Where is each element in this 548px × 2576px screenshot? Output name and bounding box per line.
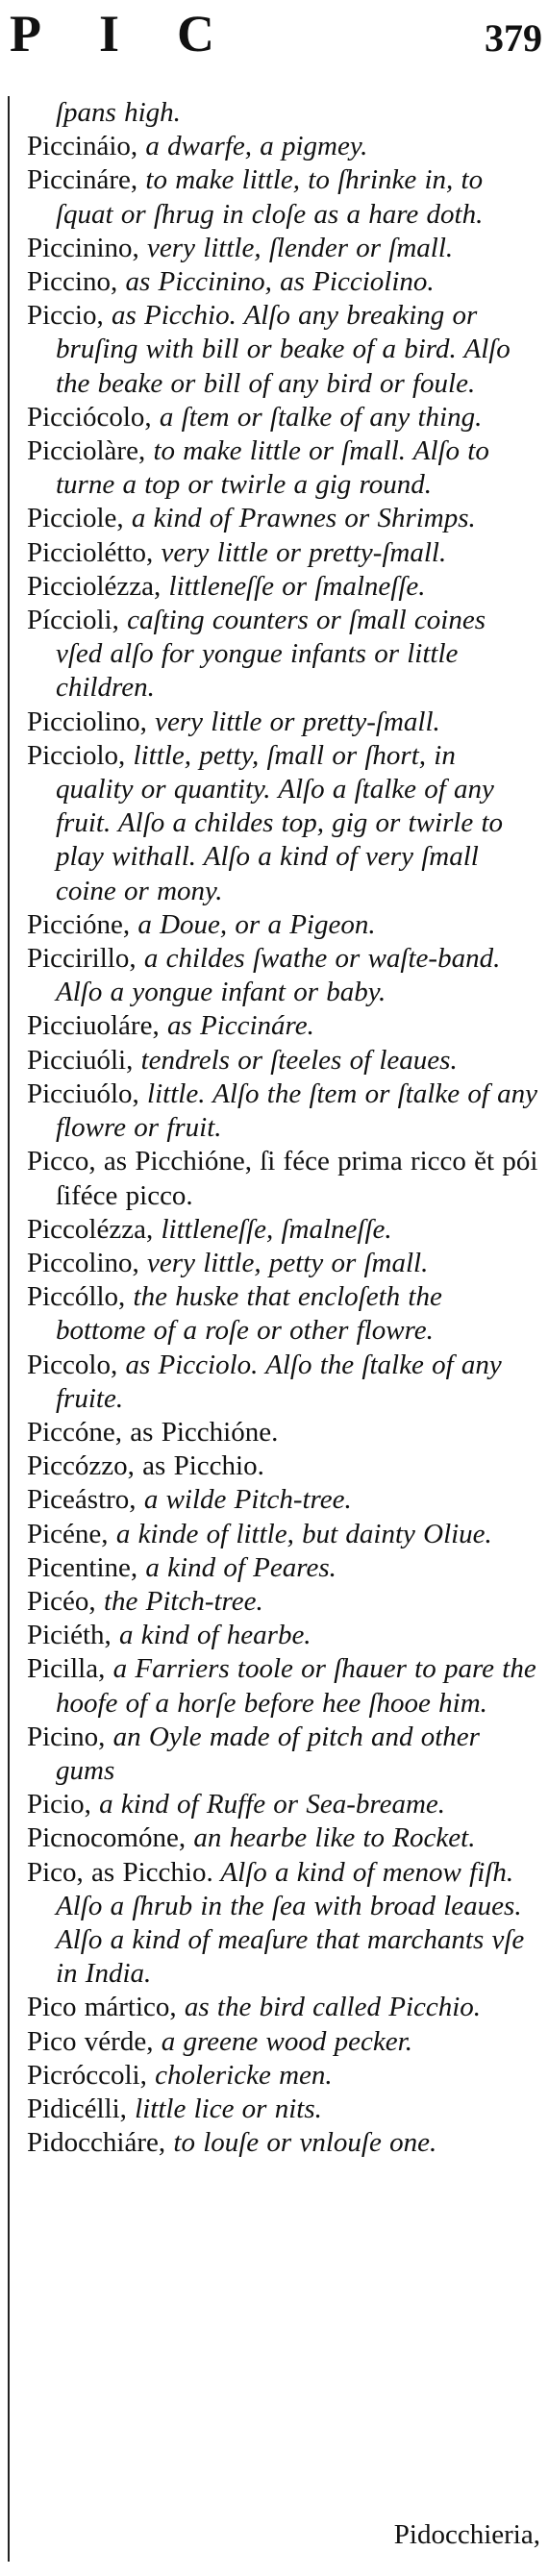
dictionary-entry [27,401,538,434]
dictionary-entry [27,1416,538,1449]
dictionary-entry [27,908,538,942]
entry-headword: Picciócolo, [27,401,152,433]
entry-headword: Picco, as Picchióne, ſi féce prima ricco ĕt pói ſiféce picco. [27,1146,538,1211]
entry-definition: very little, petty or ſmall. [138,1247,429,1278]
dictionary-entry [27,739,538,908]
entry-headword: Piciéth, [27,1620,112,1651]
entry-definition: little. Alſo the ſtem or ſtalke of any flowre or fruit. [56,1077,537,1144]
entry-headword: Piccolézza, [27,1213,154,1245]
entry-definition: an hearbe like to Rocket. [186,1822,476,1854]
entry-definition: a kind of Ruffe or Sea-breame. [90,1789,446,1821]
dictionary-entry [27,570,538,604]
entry-definition: a Doue, or a Pigeon. [130,908,376,940]
entry-headword: Piccirillo, [27,943,137,975]
dictionary-entry [27,1619,538,1652]
entry-headword: Picino, [27,1721,106,1752]
dictionary-entry [27,2093,538,2126]
dictionary-entry [27,536,538,570]
entry-headword: Picciole, [27,503,124,534]
dictionary-entry [27,2059,538,2093]
entry-headword: Piccio, [27,300,104,332]
dictionary-entry [27,265,538,299]
entry-headword: Pidocchiáre, [27,2127,166,2159]
entry-headword: Pico, as Picchio. [27,1856,213,1888]
entry-definition: as Picciolo. Alſo the ſtalke of any fruite. [56,1349,502,1414]
page-number: 379 [485,16,542,60]
entry-definition: a kind of hearbe. [111,1620,311,1651]
dictionary-entry [27,1483,538,1517]
entry-definition: little, petty, ſmall or ſhort, in quality or quantity. Alſo a ſtalke of any fruit. Alſo a childes top, gig or twirle to play withall. Alſo a kind of very ſmall coine or mony. [56,739,504,906]
entry-list [27,96,538,2160]
entry-headword: Piccózzo, as Picchio. [27,1450,264,1482]
entry-headword: Picciolino, [27,706,147,737]
entry-definition: to louſe or vnlouſe one. [165,2127,437,2159]
dictionary-entry [27,1788,538,1821]
entry-headword: Píccioli, [27,605,119,636]
catchword: Pidocchieria, [393,2519,540,2550]
entry-definition: very little or pretty-ſmall. [146,706,440,737]
entry-definition: ſpans high. [56,97,181,128]
dictionary-entry [27,1009,538,1043]
entry-headword: Piccóne, as Picchióne. [27,1416,279,1448]
entry-definition: as the bird called Picchio. [176,1992,482,2023]
dictionary-entry [27,1821,538,1855]
entry-definition: a kind of Prawnes or Shrimps. [123,503,476,534]
entry-definition: the Pitch-tree. [95,1585,263,1617]
dictionary-entry [27,96,538,130]
dictionary-entry [27,130,538,163]
entry-headword: Picciuóli, [27,1044,134,1076]
dictionary-entry [27,1551,538,1585]
entry-definition: caſting counters or ſmall coines vſed alſo for yongue infants or little children. [56,605,486,704]
entry-definition: tendrels or ſteeles of leaues. [133,1044,458,1076]
entry-headword: Picentine, [27,1551,138,1583]
entry-definition: an Oyle made of pitch and other gums [56,1721,480,1786]
entry-headword: Pico mártico, [27,1992,177,2023]
dictionary-entry [27,1449,538,1483]
entry-headword: Piccolino, [27,1247,139,1278]
entry-definition: little lice or nits. [126,2093,322,2124]
running-head: PIC [10,5,272,62]
dictionary-entry [27,1145,538,1212]
entry-definition: cholericke men. [146,2059,333,2091]
dictionary-entry [27,163,538,231]
entry-headword: Picciuólo, [27,1077,139,1109]
entry-headword: Piccinino, [27,232,139,263]
entry-headword: Piccióne, [27,908,131,940]
dictionary-entry [27,434,538,502]
dictionary-entry [27,502,538,535]
entry-headword: Piccóllo, [27,1281,126,1313]
dictionary-entry [27,2126,538,2160]
entry-headword: Piccináre, [27,164,138,196]
dictionary-entry [27,1044,538,1077]
entry-headword: Picéo, [27,1585,96,1617]
column-rule [8,96,10,2562]
entry-headword: Picnocomóne, [27,1822,187,1854]
entry-definition: as Piccinino, as Picciolino. [117,266,435,298]
dictionary-entry [27,1247,538,1280]
dictionary-entry [27,1652,538,1720]
entry-headword: Piceástro, [27,1484,137,1516]
dictionary-entry [27,1213,538,1247]
entry-definition: a wilde Pitch-tree. [136,1484,352,1516]
dictionary-entry [27,1991,538,2024]
entry-definition: as Picchio. Alſo any breaking or bruſing with bill or beake of a bird. Alſo the beake or bill of any bird or foule. [56,300,511,399]
entry-headword: Picróccoli, [27,2059,147,2091]
dictionary-entry [27,1585,538,1619]
entry-definition: to make little, to ſhrinke in, to ſquat or ſhrug in cloſe as a hare doth. [56,164,484,230]
dictionary-entry [27,706,538,739]
entry-headword: Picilla, [27,1653,106,1685]
entry-definition: a dwarfe, a pigmey. [137,131,368,162]
dictionary-entry [27,1349,538,1416]
entry-headword: Pidicélli, [27,2093,127,2124]
entry-definition: a kinde of little, but dainty Oliue. [108,1518,492,1549]
entry-headword: Picciolàre, [27,435,146,467]
dictionary-entry [27,1518,538,1551]
entry-definition: the huske that encloſeth the bottome of a roſe or other flowre. [56,1281,442,1347]
entry-definition: a childes ſwathe or waſte-band. Alſo a yongue infant or baby. [56,943,501,1008]
entry-headword: Picio, [27,1789,91,1821]
entry-definition: very little, ſlender or ſmall. [138,232,454,263]
entry-headword: Piccolo, [27,1349,118,1380]
entry-definition: very little or pretty-ſmall. [153,536,447,568]
dictionary-entry [27,2025,538,2059]
dictionary-entry [27,299,538,401]
entry-definition: a Farriers toole or ſhauer to pare the hoofe of a horſe before hee ſhooe him. [56,1653,536,1719]
dictionary-entry [27,604,538,706]
entry-headword: Picciolo, [27,739,126,771]
entry-definition: to make little or ſmall. Alſo to turne a top or twirle a gig round. [56,435,489,501]
entry-definition: a kind of Peares. [137,1551,336,1583]
entry-definition: Alſo a kind of menow fiſh. Alſo a ſhrub in the ſea with broad leaues. Alſo a kind of meaſure that marchants vſe in India. [56,1856,525,1990]
entry-headword: Picciolétto, [27,536,154,568]
entry-headword: Picciolézza, [27,570,162,602]
entry-definition: littleneſſe, ſmalneſſe. [153,1213,392,1245]
dictionary-entry [27,232,538,265]
entry-headword: Piccináio, [27,131,138,162]
entry-headword: Piccino, [27,266,118,298]
dictionary-entry [27,1077,538,1145]
entry-definition: a greene wood pecker. [153,2025,412,2057]
entry-headword: Picciuoláre, [27,1010,160,1042]
entry-definition: a ſtem or ſtalke of any thing. [151,401,483,433]
entry-definition: as Piccináre. [159,1010,314,1042]
dictionary-entry [27,942,538,1009]
entry-headword: Pico vérde, [27,2025,154,2057]
dictionary-entry [27,1856,538,1992]
entry-definition: littleneſſe or ſmalneſſe. [161,570,426,602]
dictionary-entry [27,1280,538,1348]
dictionary-entry [27,1721,538,1788]
entry-headword: Picéne, [27,1518,109,1549]
page-header [0,4,548,71]
